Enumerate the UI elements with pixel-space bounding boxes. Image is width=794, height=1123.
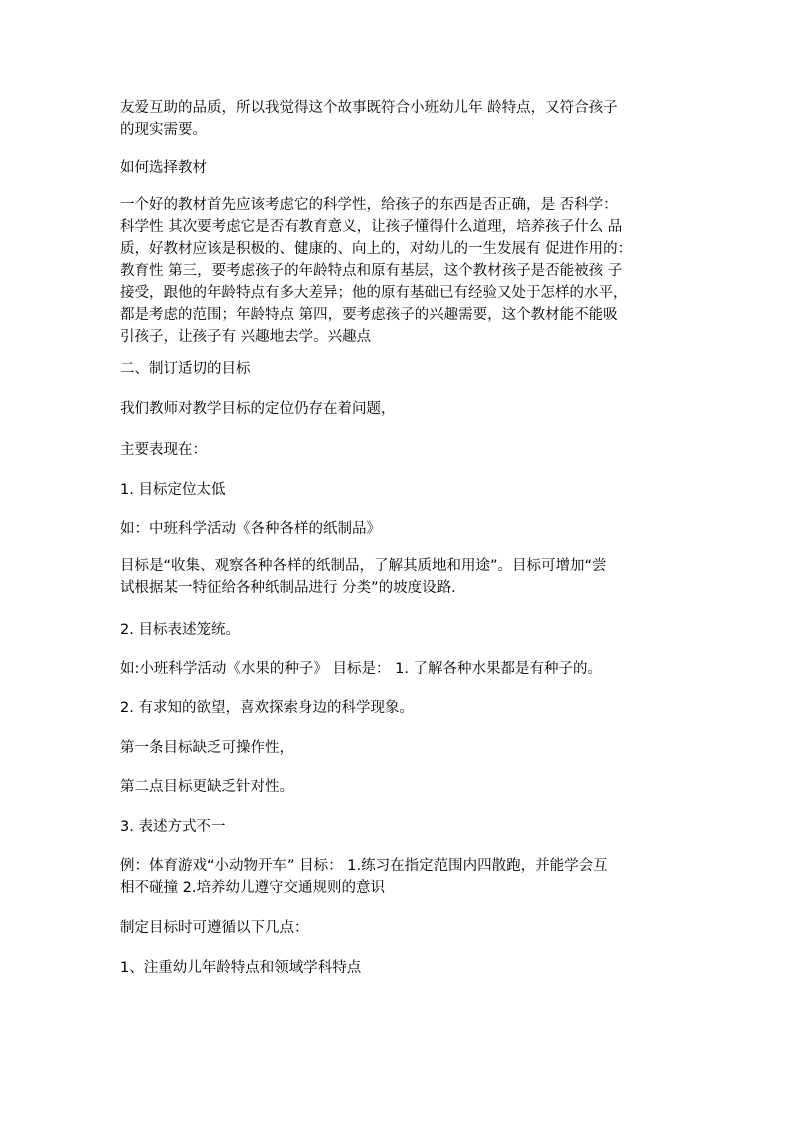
paragraph-material: 一个好的教材首先应该考虑它的科学性，给孩子的东西是否正确，是 否科学： 科学性 其次要考虑它是否有教育意义，让孩子懂得什么道理，培养孩子什么 品 质，好教材应该是积极的、健康的、向上的，对幼儿的一生发展有 促进作用的： 教育性 第三，要考虑孩子的年龄特点和原有基层，这个教材孩子是否能被孩 子 接受，跟他的年龄特点有多大差异；他的原有基础已有经验又处于怎样的水平， 都是考虑的范围；年龄特点 第四，要考虑孩子的兴趣需要，这个教材能不能吸 引孩子，让孩子有 兴趣地去学。兴趣点 (120, 197, 633, 345)
paragraph-example-1: 如：中班科学活动《各种各样的纸制品》 (120, 521, 381, 537)
paragraph-goal-2: 2. 有求知的欲望，喜欢探索身边的科学现象。 (120, 700, 414, 716)
paragraph-example-2: 如:小班科学活动《水果的种子》 目标是： 1. 了解各种水果都是有种子的。 (120, 661, 603, 677)
paragraph-comment-1: 第一条目标缺乏可操作性， (120, 740, 294, 756)
paragraph-main-performance: 主要表现在： (120, 442, 207, 458)
paragraph-goal-1: 目标是“收集、观察各种各样的纸制品，了解其质地和用途”。目标可增加“尝 试根据某一特征给各种纸制品进行 分类”的坡度设路. (120, 558, 607, 596)
paragraph-problem: 我们教师对教学目标的定位仍存在着问题， (120, 401, 396, 417)
list-item-2: 2. 目标表述笼统。 (120, 622, 240, 638)
list-item-3: 3. 表述方式不一 (120, 819, 226, 835)
heading-set-goals: 二、制订适切的目标 (120, 361, 251, 377)
heading-choose-material: 如何选择教材 (120, 160, 207, 176)
paragraph-comment-2: 第二点目标更缺乏针对性。 (120, 779, 294, 795)
paragraph-example-3: 例：体育游戏“小动物开车” 目标： 1.练习在指定范围内四散跑，并能学会互 相不碰撞 2.培养幼儿遵守交通规则的意识 (120, 858, 608, 896)
list-item-1: 1. 目标定位太低 (120, 482, 226, 498)
paragraph-intro: 友爱互助的品质，所以我觉得这个故事既符合小班幼儿年 龄特点，又符合孩子 的现实需要。 (120, 100, 618, 138)
list-item-principle-1: 1、注重幼儿年龄特点和领域学科特点 (120, 960, 362, 976)
paragraph-principles: 制定目标时可遵循以下几点： (120, 920, 309, 936)
